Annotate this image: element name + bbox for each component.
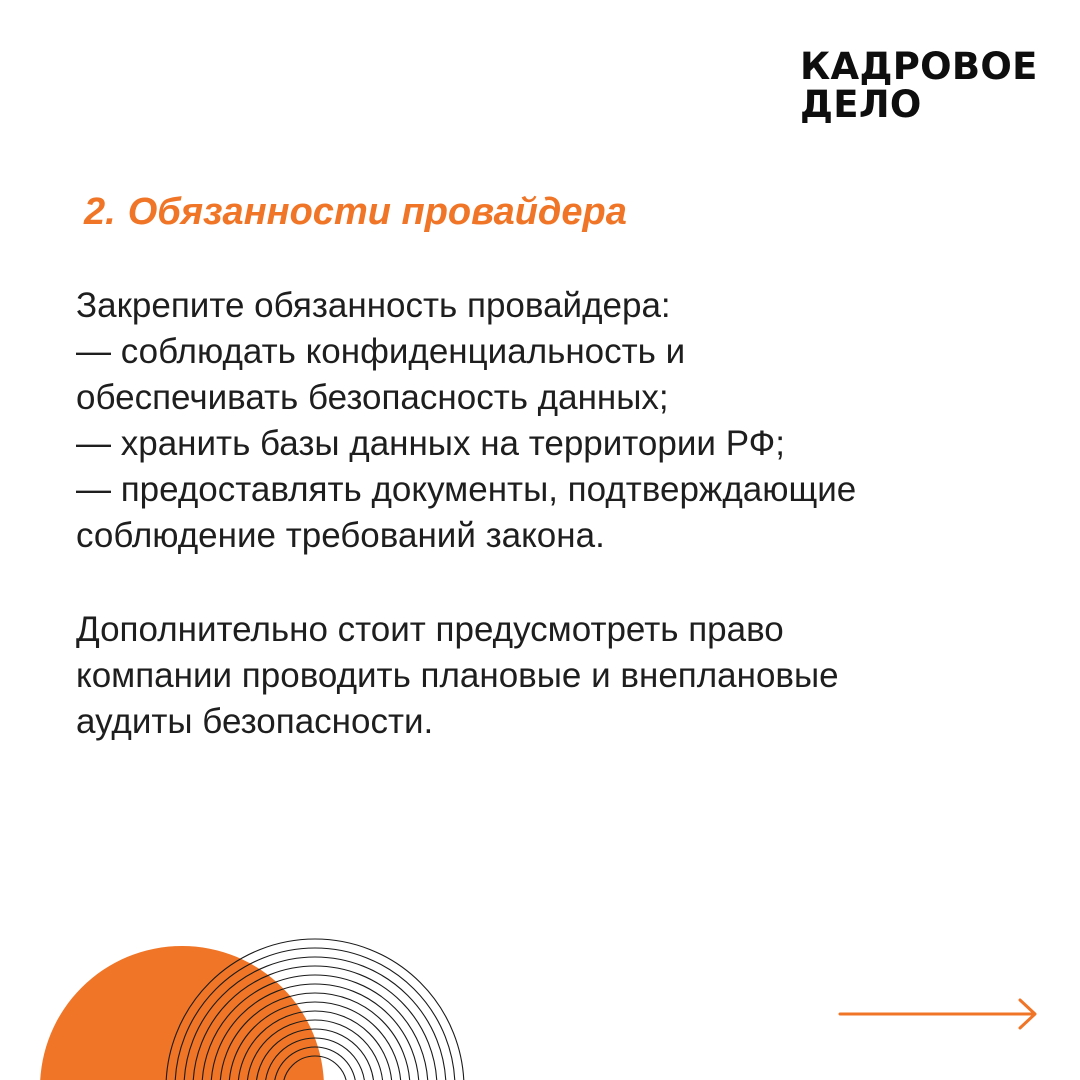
paragraph-line: Дополнительно стоит предусмотреть право: [76, 610, 784, 649]
logo-line-1: КАДРОВОЕ: [800, 45, 1038, 88]
list-item: — хранить базы данных на территории РФ;: [76, 424, 785, 463]
paragraph-line: аудиты безопасности.: [76, 702, 434, 741]
logo-line-2: ДЕЛО: [800, 83, 922, 126]
list-item-continuation: соблюдение требований закона.: [76, 516, 605, 555]
paragraph-line: Закрепите обязанность провайдера:: [76, 286, 671, 325]
arrow-right-icon[interactable]: [838, 996, 1042, 1032]
list-item: — соблюдать конфиденциальность и: [76, 332, 686, 371]
orange-circle: [40, 946, 324, 1080]
list-item-continuation: обеспечивать безопасность данных;: [76, 378, 669, 417]
paragraph-line: компании проводить плановые и внеплановые: [76, 656, 839, 695]
section-title-text: Обязанности провайдера: [127, 191, 627, 233]
list-item: — предоставлять документы, подтверждающие: [76, 470, 857, 509]
section-number: 2.: [84, 191, 116, 233]
